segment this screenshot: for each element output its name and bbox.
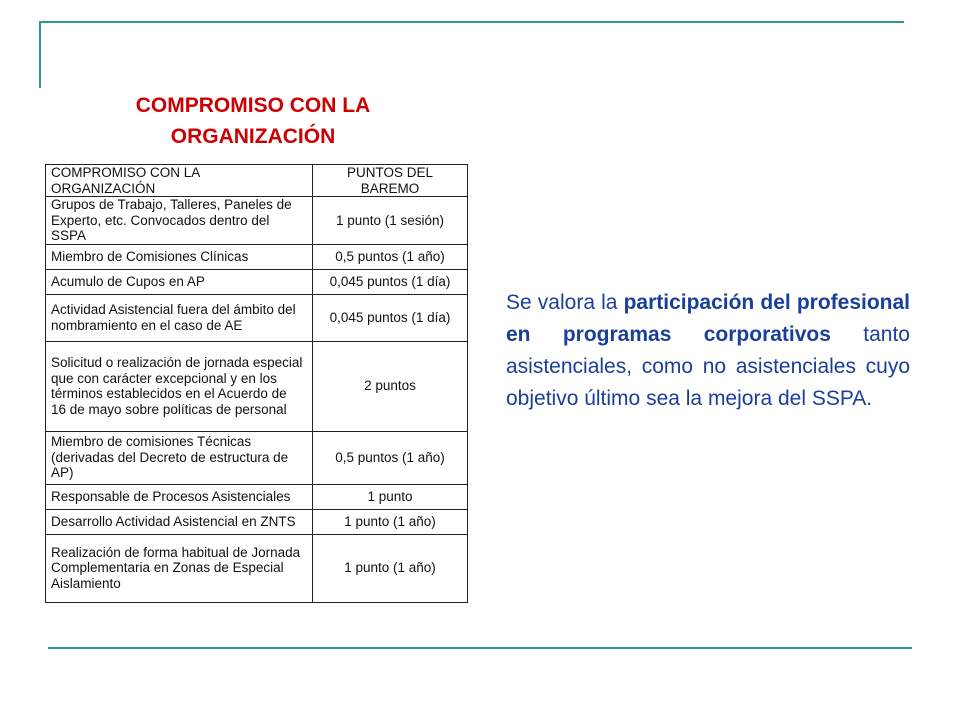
row-concept	[46, 509, 313, 534]
bottom-rule	[48, 647, 912, 649]
table-row	[46, 341, 468, 431]
slide-title-line-1: COMPROMISO CON LA	[135, 94, 371, 117]
header-puntos: PUNTOS DEL BAREMO	[313, 165, 468, 197]
slide-title-line-2: ORGANIZACIÓN	[170, 125, 336, 148]
table-row	[46, 534, 468, 602]
row-concept-line: Desarrollo Actividad Asistencial en ZNTS	[51, 513, 296, 529]
top-rule	[40, 21, 904, 23]
row-concept-line: Solicitud o realización de jornada especial	[51, 355, 303, 370]
row-concept	[46, 269, 313, 294]
header-compromiso: COMPROMISO CON LA ORGANIZACIÓN	[46, 165, 313, 197]
row-points: 2 puntos	[313, 341, 468, 431]
left-rule	[39, 21, 41, 88]
row-concept	[46, 341, 313, 431]
row-points: 1 punto (1 año)	[313, 509, 468, 534]
description-part-1: Se valora la	[506, 291, 624, 314]
description-part-2: tanto asistenciales, como no asistenciales cuyo objetivo último sea la mejora del SSPA.	[506, 323, 910, 410]
row-concept-line: Grupos de Trabajo, Talleres, Paneles de	[51, 197, 292, 212]
row-concept-line: Miembro de comisiones Técnicas	[51, 434, 252, 450]
row-concept	[46, 484, 313, 509]
row-concept-line: Acumulo de Cupos en AP	[51, 273, 205, 289]
description-text	[506, 287, 910, 415]
table-row	[46, 244, 468, 269]
row-points: 1 punto	[313, 484, 468, 509]
slide-title	[60, 90, 446, 152]
row-concept	[46, 294, 313, 341]
description-bold: participación del profesional en programas corporativos	[506, 291, 911, 346]
row-concept	[46, 534, 313, 602]
row-concept-line: términos establecidos en el Acuerdo de	[51, 386, 287, 401]
row-concept-line: nombramiento en el caso de AE	[51, 317, 243, 333]
row-points: 1 punto (1 año)	[313, 534, 468, 602]
baremo-table	[45, 164, 468, 603]
row-points: 0,045 puntos (1 día)	[313, 269, 468, 294]
table-row	[46, 269, 468, 294]
table-header-row	[46, 165, 468, 197]
row-concept-line: Miembro de Comisiones Clínicas	[51, 248, 249, 264]
table-row	[46, 294, 468, 341]
row-concept	[46, 431, 313, 484]
row-concept-line: Realización de forma habitual de Jornada	[51, 544, 301, 560]
row-concept-line: Responsable de Procesos Asistenciales	[51, 488, 291, 504]
table-row	[46, 197, 468, 245]
row-concept	[46, 244, 313, 269]
table-row	[46, 484, 468, 509]
row-concept-line: que con carácter excepcional y en los	[51, 370, 277, 386]
row-points: 0,5 puntos (1 año)	[313, 244, 468, 269]
row-concept-line: Actividad Asistencial fuera del ámbito del	[51, 302, 296, 317]
row-concept-line: Aislamiento	[51, 575, 121, 591]
table-row	[46, 431, 468, 484]
row-concept	[46, 197, 313, 245]
row-concept-line: Complementaria en Zonas de Especial	[51, 560, 284, 576]
row-points: 0,5 puntos (1 año)	[313, 431, 468, 484]
row-points: 0,045 puntos (1 día)	[313, 294, 468, 341]
table-row	[46, 509, 468, 534]
row-concept-line: Experto, etc. Convocados dentro del SSPA	[51, 212, 270, 243]
row-concept-line: (derivadas del Decreto de estructura de AP)	[51, 449, 289, 481]
row-concept-line: 16 de mayo sobre políticas de personal	[51, 401, 287, 417]
row-points: 1 punto (1 sesión)	[313, 197, 468, 245]
